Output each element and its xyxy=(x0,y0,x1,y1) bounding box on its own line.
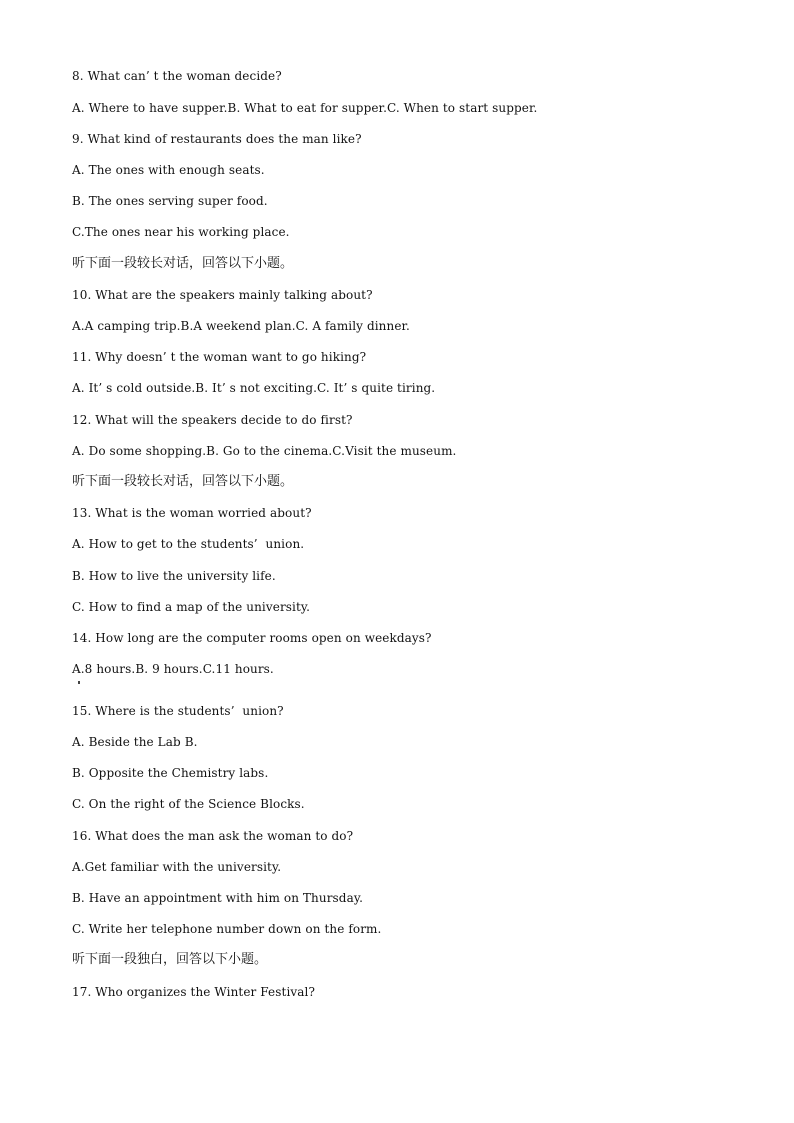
question-9-option-c: C.The ones near his working place. xyxy=(72,225,290,239)
question-15-option-b: B. Opposite the Chemistry labs. xyxy=(72,766,269,780)
question-13-option-b: B. How to live the university life. xyxy=(72,569,276,583)
question-12: 12. What will the speakers decide to do first? xyxy=(72,413,353,427)
question-9-option-b: B. The ones serving super food. xyxy=(72,194,268,208)
section-instruction: 听下面一段较长对话，回答以下小题。 xyxy=(72,256,294,271)
question-9: 9. What kind of restaurants does the man like? xyxy=(72,132,362,146)
question-8: 8. What can’ t the woman decide? xyxy=(72,69,282,83)
question-14: 14. How long are the computer rooms open on weekdays? xyxy=(72,631,432,645)
question-10: 10. What are the speakers mainly talking about? xyxy=(72,288,373,302)
question-16-option-c: C. Write her telephone number down on the form. xyxy=(72,922,382,936)
question-15: 15. Where is the students’ union? xyxy=(72,704,284,718)
stray-mark xyxy=(78,681,80,684)
question-15-option-c: C. On the right of the Science Blocks. xyxy=(72,797,305,811)
question-11-options: A. It’ s cold outside.B. It’ s not exciting.C. It’ s quite tiring. xyxy=(72,381,436,395)
question-15-option-a: A. Beside the Lab B. xyxy=(72,735,198,749)
question-13-option-a: A. How to get to the students’ union. xyxy=(72,537,305,551)
question-11: 11. Why doesn’ t the woman want to go hiking? xyxy=(72,350,367,364)
question-10-options: A.A camping trip.B.A weekend plan.C. A family dinner. xyxy=(72,319,410,333)
question-9-option-a: A. The ones with enough seats. xyxy=(72,163,265,177)
question-16: 16. What does the man ask the woman to do? xyxy=(72,829,354,843)
question-17: 17. Who organizes the Winter Festival? xyxy=(72,985,315,999)
question-8-options: A. Where to have supper.B. What to eat for supper.C. When to start supper. xyxy=(72,101,538,115)
section-instruction: 听下面一段独白，回答以下小题。 xyxy=(72,952,268,967)
question-16-option-b: B. Have an appointment with him on Thursday. xyxy=(72,891,364,905)
question-14-options: A.8 hours.B. 9 hours.C.11 hours. xyxy=(72,662,274,676)
question-16-option-a: A.Get familiar with the university. xyxy=(72,860,282,874)
section-instruction: 听下面一段较长对话，回答以下小题。 xyxy=(72,474,294,489)
question-12-options: A. Do some shopping.B. Go to the cinema.C.Visit the museum. xyxy=(72,444,457,458)
question-13: 13. What is the woman worried about? xyxy=(72,506,312,520)
question-13-option-c: C. How to find a map of the university. xyxy=(72,600,311,614)
